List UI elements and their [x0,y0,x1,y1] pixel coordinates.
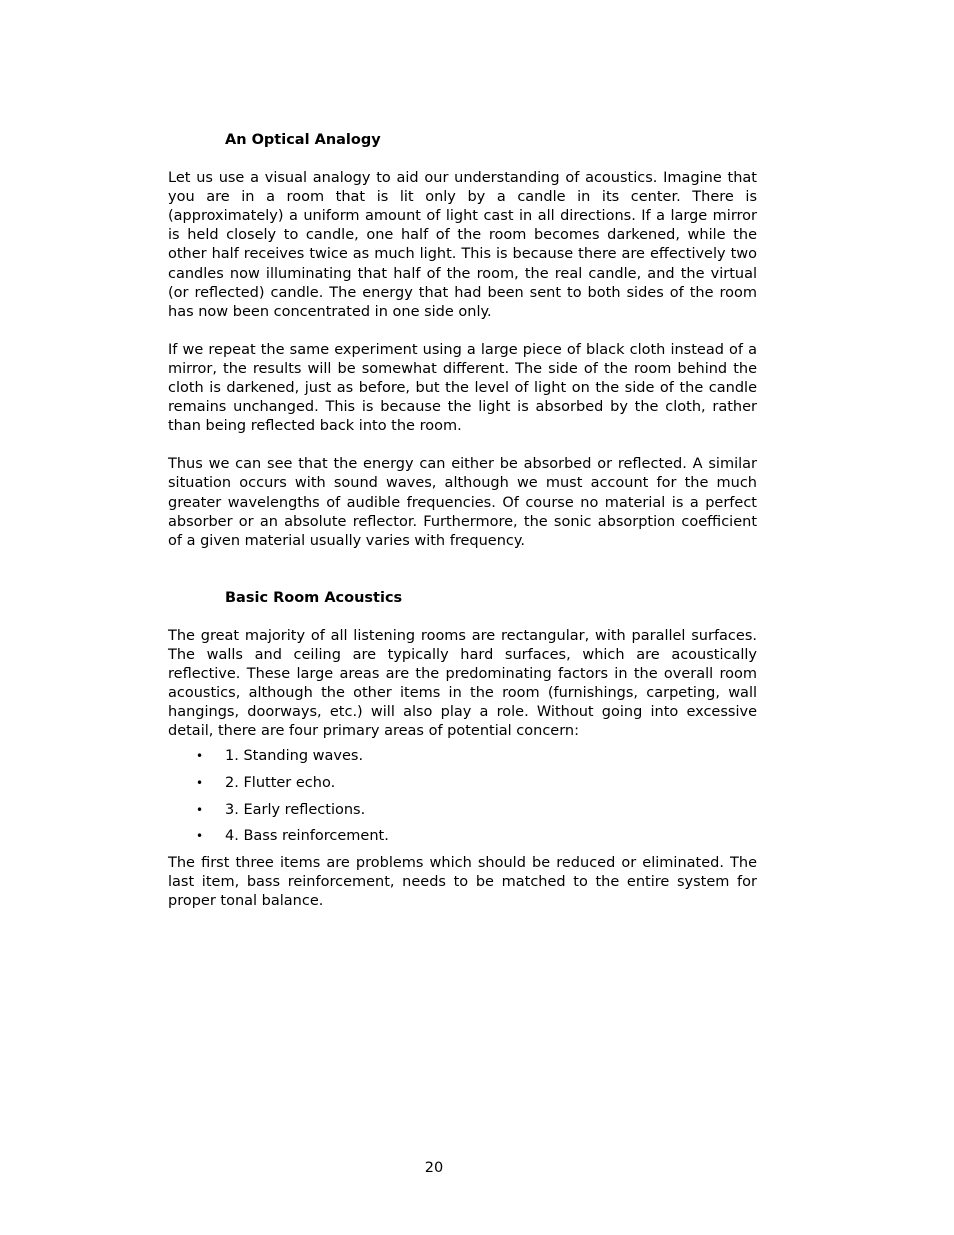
list-item-text: 4. Bass reinforcement. [225,828,389,845]
concern-list [168,747,757,846]
page-number: 20 [424,1160,444,1176]
paragraph: The first three items are problems which should be reduced or eliminated. The last item, bass reinforcement, needs to be matched to the entire system for proper tonal balance. [168,854,757,909]
bullet-icon: • [196,749,204,764]
list-item-text: 2. Flutter echo. [225,775,336,792]
paragraph: The great majority of all listening rooms are rectangular, with parallel surfaces. The walls and ceiling are typically hard surfaces, which are acoustically reflective. These large areas are the predominating factors in the overall room acoustics, although the other items in the room (furnishings, carpeting, wall hangings, doorways, etc.) will also play a role. Without going into excessive detail, there are four primary areas of potential concern: [168,627,757,740]
list-item-text: 1. Standing waves. [225,748,364,765]
section-heading-room-acoustics: Basic Room Acoustics [225,589,403,606]
paragraph: Thus we can see that the energy can either be absorbed or reflected. A similar situation occurs with sound waves, although we must account for the much greater wavelengths of audible frequencies. Of course no material is a perfect absorber or an absolute reflector. Furthermore, the sonic absorption coefficient of a given material usually varies with frequency. [168,456,757,549]
list-item-text: 3. Early reflections. [225,801,366,818]
paragraph: If we repeat the same experiment using a large piece of black cloth instead of a mirror, the results will be somewhat different. The side of the room behind the cloth is darkened, just as before, but the level of light on the side of the candle remains unchanged. This is because the light is absorbed by the cloth, rather than being reflected back into the room. [168,341,757,435]
bullet-icon: • [196,802,204,817]
bullet-icon: • [196,776,204,791]
section-spacer [168,570,757,589]
list-item [168,747,757,766]
bullet-icon: • [196,829,204,844]
section-heading-optical-analogy: An Optical Analogy [225,132,381,148]
list-item [168,827,757,846]
list-item [168,774,757,793]
list-item [168,801,757,820]
paragraph: Let us use a visual analogy to aid our understanding of acoustics. Imagine that you are in a room that is lit only by a candle in its center. There is (approximately) a uniform amount of light cast in all directions. If a large mirror is held closely to candle, one half of the room becomes darkened, while the other half receives twice as much light. This is because there are effectively two candles now illuminating that half of the room, the real candle, and the virtual (or reflected) candle. The energy that had been sent to both sides of the room has now been concentrated in one side only. [168,170,757,320]
page-body [168,131,757,930]
